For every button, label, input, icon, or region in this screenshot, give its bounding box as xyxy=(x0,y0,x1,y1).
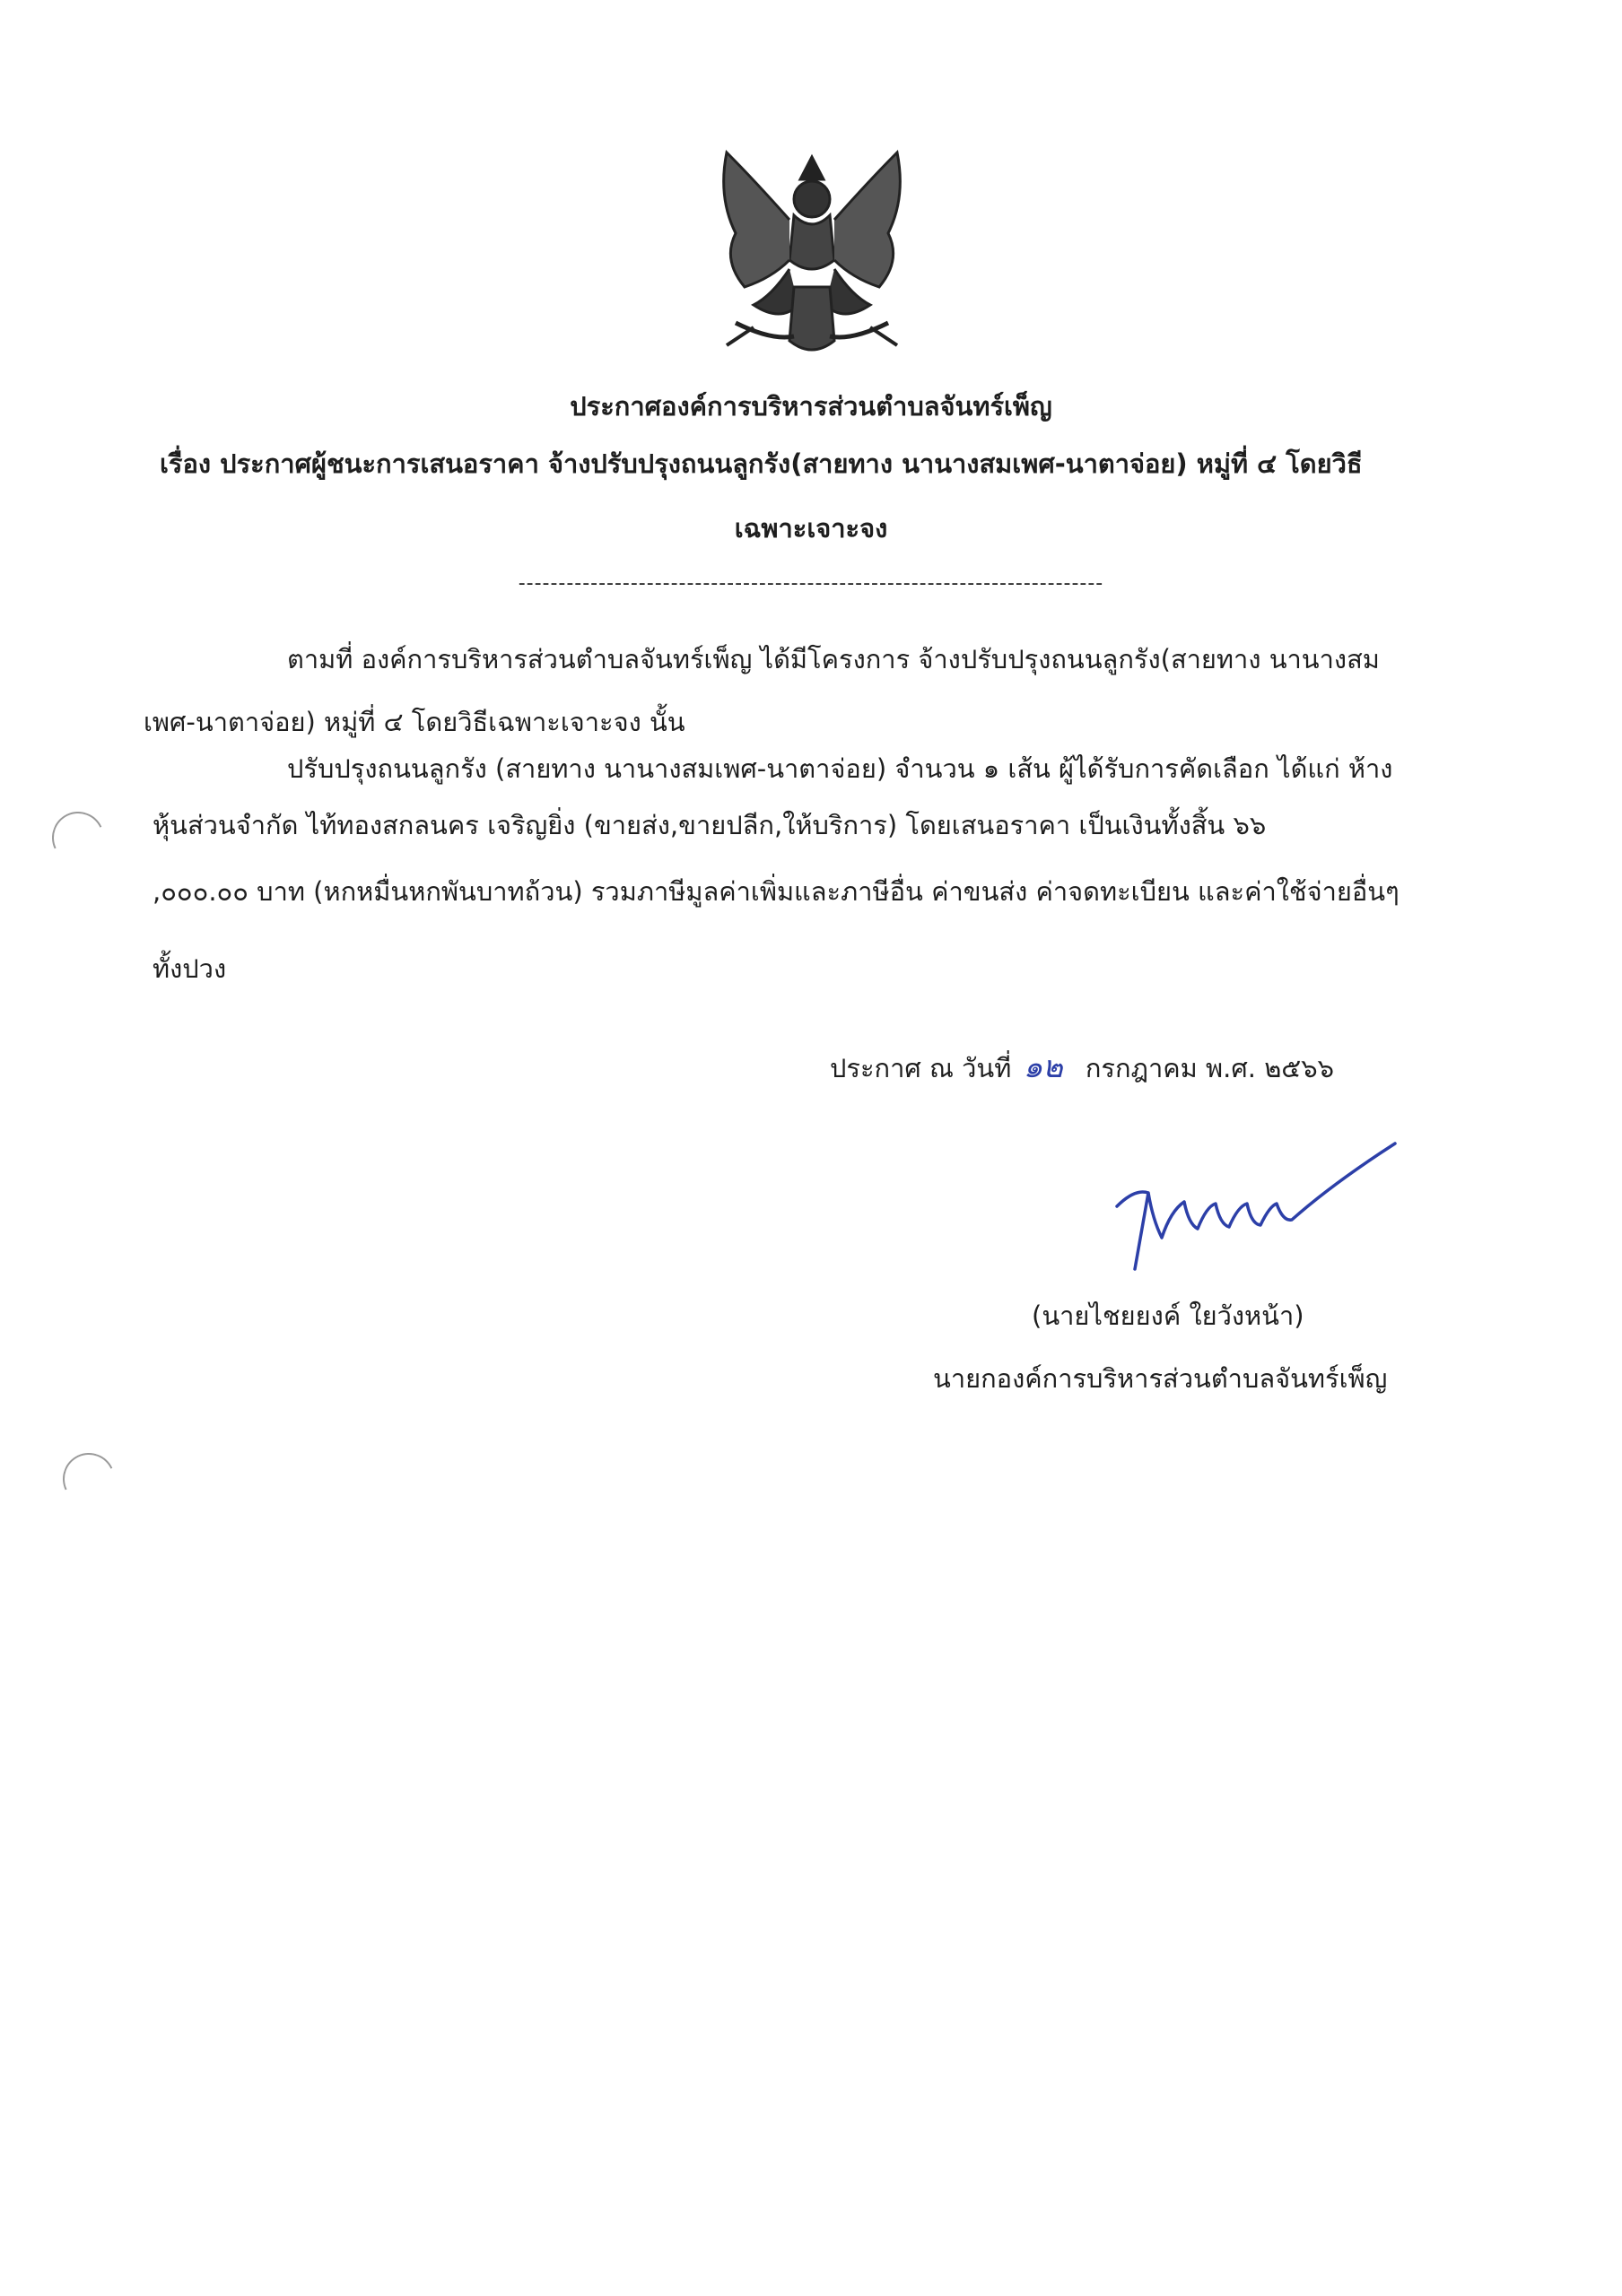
announce-day: ๑๒ xyxy=(1023,1049,1063,1085)
signer-name: (นายไชยยงค์ ใยวังหน้า) xyxy=(1032,1300,1304,1331)
announce-prefix: ประกาศ ณ วันที่ xyxy=(830,1053,1012,1083)
para2-line-3: ,๐๐๐.๐๐ บาท (หกหมื่นหกพันบาทถ้วน) รวมภาษีมูลค่าเพิ่มและภาษีอื่น ค่าขนส่ง ค่าจดทะเบียน และค่าใช้จ่ายอื่นๆ xyxy=(153,876,1400,907)
garuda-emblem xyxy=(700,144,924,368)
subject-line-1: เรื่อง ประกาศผู้ชนะการเสนอราคา จ้างปรับปรุงถนนลูกรัง(สายทาง นานางสมเพศ-นาตาจ่อย) หมู่ที่ ๔ โดยวิธี xyxy=(160,448,1363,479)
para2-line-4: ทั้งปวง xyxy=(153,953,227,984)
announce-date xyxy=(830,1049,1334,1086)
punch-hole-top xyxy=(45,804,111,871)
para2-line-1: ปรับปรุงถนนลูกรัง (สายทาง นานางสมเพศ-นาตาจ่อย) จำนวน ๑ เส้น ผู้ได้รับการคัดเลือก ได้แก่ ห้าง xyxy=(287,753,1393,784)
punch-hole-bottom xyxy=(56,1446,122,1512)
para2-line-2: หุ้นส่วนจำกัด ไท้ทองสกลนคร เจริญยิ่ง (ขายส่ง,ขายปลีก,ให้บริการ) โดยเสนอราคา เป็นเงินทั้งสิ้น ๖๖ xyxy=(153,810,1267,840)
para1-line-2: เพศ-นาตาจ่อย) หมู่ที่ ๔ โดยวิธีเฉพาะเจาะจง นั้น xyxy=(144,707,685,737)
separator-line: ------------------------------------------------------------------------- xyxy=(518,572,1104,595)
announce-month-year: กรกฎาคม พ.ศ. ๒๕๖๖ xyxy=(1085,1053,1335,1083)
signer-position: นายกองค์การบริหารส่วนตำบลจันทร์เพ็ญ xyxy=(933,1363,1388,1394)
para1-line-1: ตามที่ องค์การบริหารส่วนตำบลจันทร์เพ็ญ ได้มีโครงการ จ้างปรับปรุงถนนลูกรัง(สายทาง นานางสม xyxy=(287,644,1380,674)
handwritten-signature xyxy=(1099,1139,1404,1283)
subject-line-2: เฉพาะเจาะจง xyxy=(734,513,888,544)
issuer-title: ประกาศองค์การบริหารส่วนตำบลจันทร์เพ็ญ xyxy=(570,391,1052,422)
